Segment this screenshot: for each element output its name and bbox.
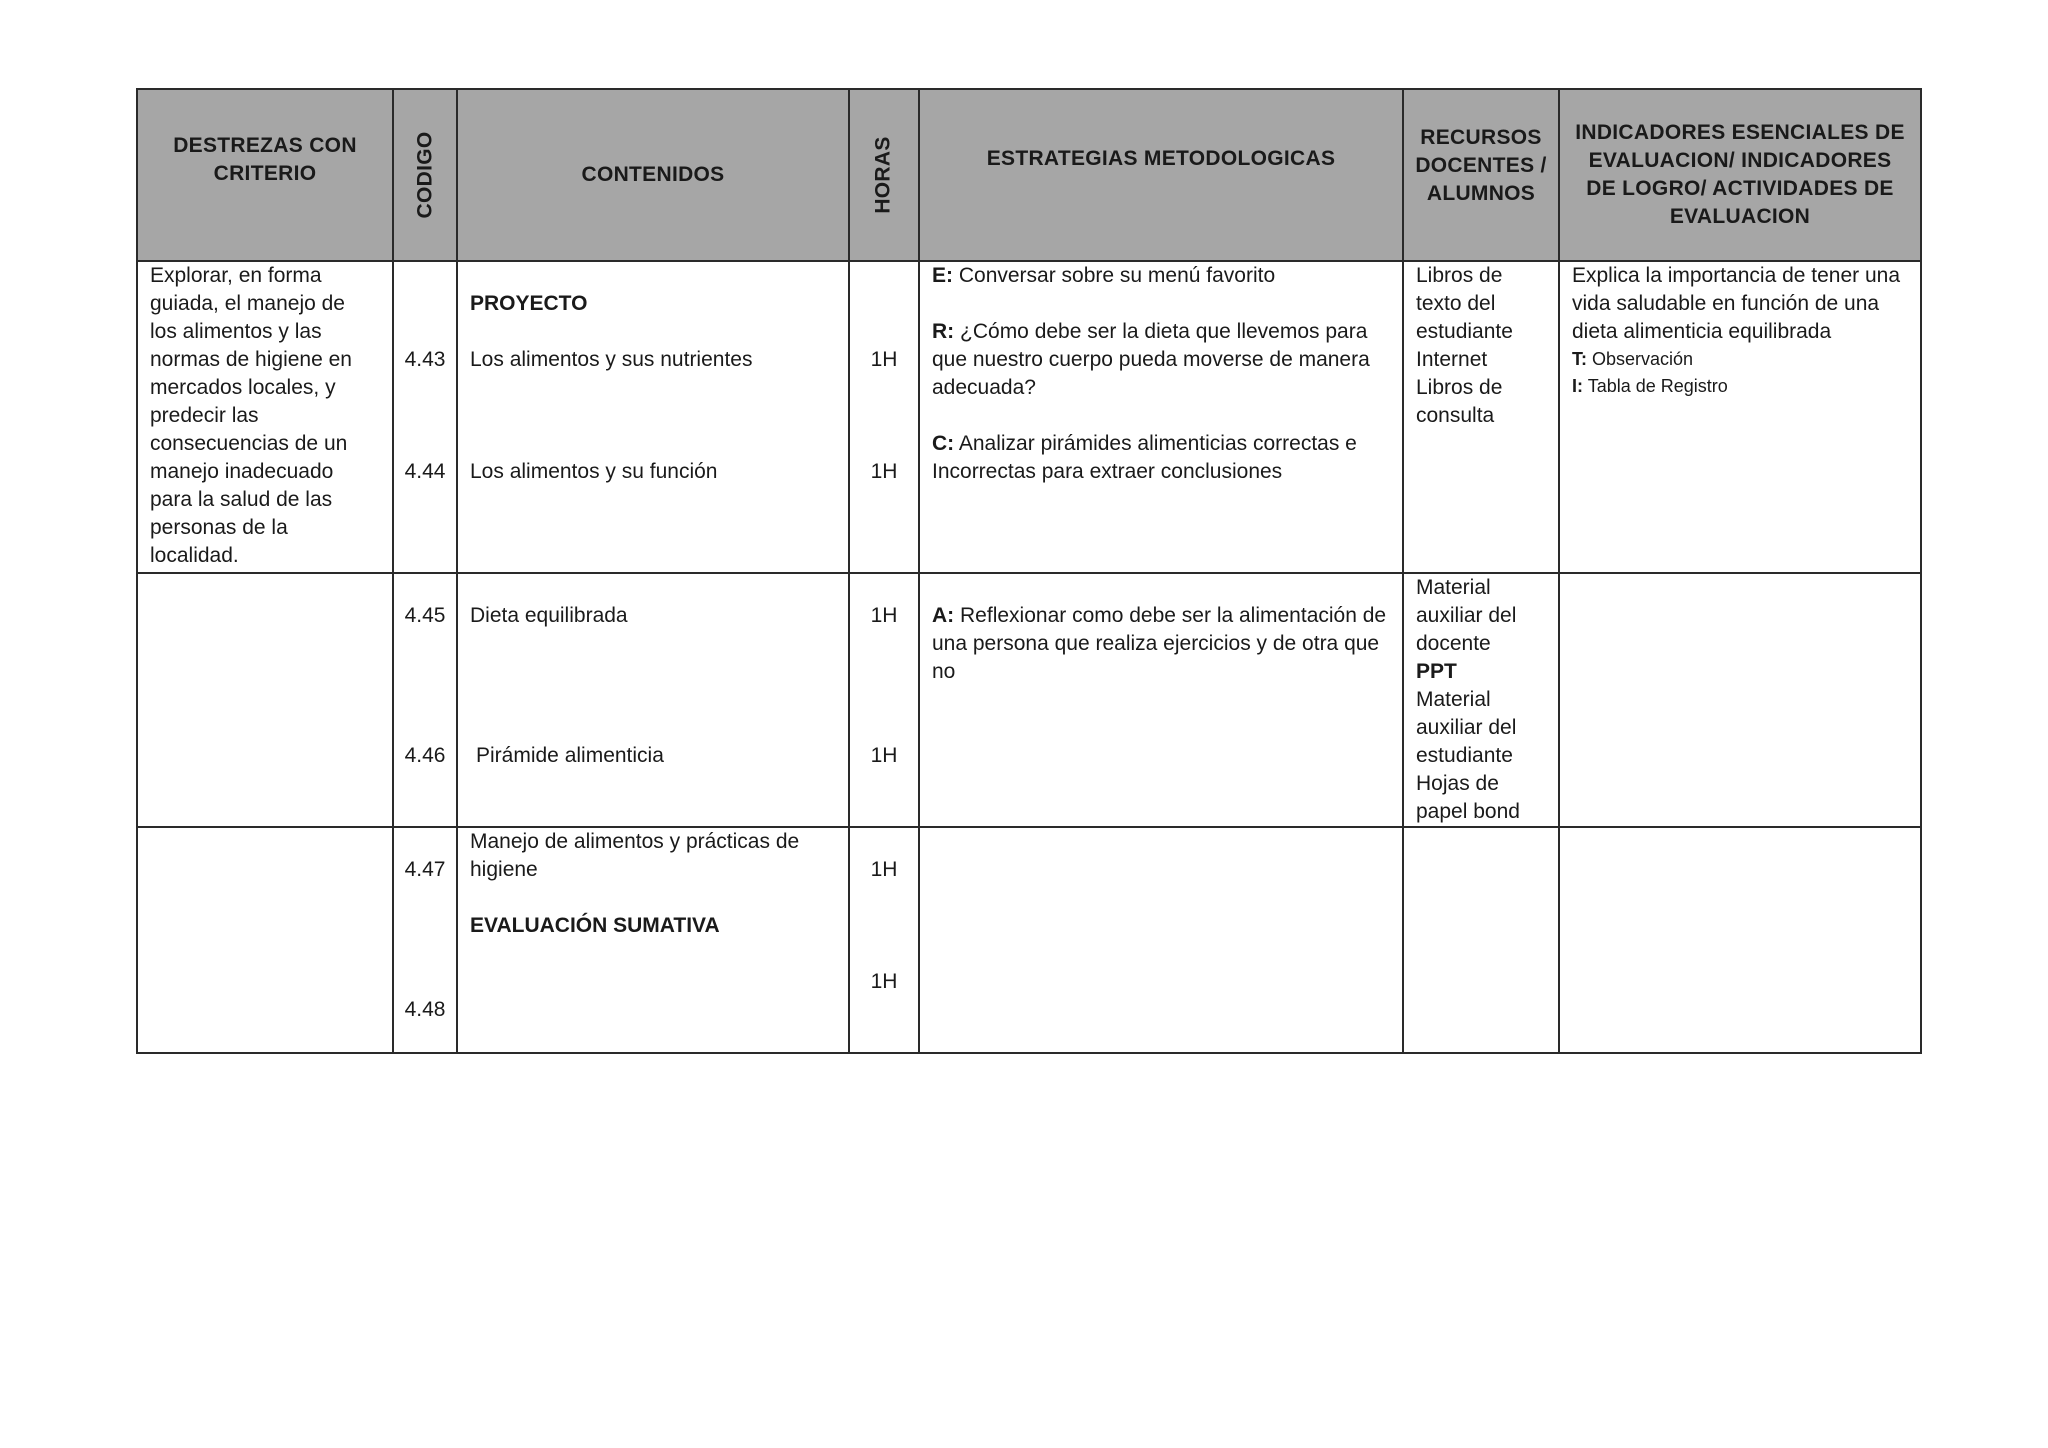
strategy-prefix: R: xyxy=(932,320,955,343)
strategy-item xyxy=(932,318,1390,402)
header-indicadores-label: INDICADORES ESENCIALES DE EVALUACION/ INDICADORES DE LOGRO/ ACTIVIDADES DE EVALUACION xyxy=(1575,121,1905,228)
header-contenidos xyxy=(457,89,849,261)
resources-cell xyxy=(1403,261,1559,573)
code-cell xyxy=(393,827,457,1053)
resources-text: Libros de texto del estudiante Internet Libros de consulta xyxy=(1416,264,1513,427)
header-recursos xyxy=(1403,89,1559,261)
hours-value: 1H xyxy=(870,460,898,483)
content-item: Los alimentos y sus nutrientes xyxy=(470,348,753,371)
header-row xyxy=(137,89,1921,261)
resources-ppt: PPT xyxy=(1416,660,1457,683)
header-horas-label: HORAS xyxy=(872,136,895,214)
code-cell xyxy=(393,261,457,573)
resources-text: Material auxiliar del estudiante Hojas de papel bond xyxy=(1416,688,1520,823)
content-item: Manejo de alimentos y prácticas de higiene xyxy=(470,830,800,881)
indicators-cell xyxy=(1559,261,1921,573)
content-item: Los alimentos y su función xyxy=(470,460,718,483)
instrument-line xyxy=(1572,373,1908,400)
header-destrezas: DESTREZAS CON CRITERIO xyxy=(137,89,393,261)
content-item: Pirámide alimenticia xyxy=(476,744,664,767)
table-row xyxy=(137,573,1921,827)
contents-cell xyxy=(457,827,849,1053)
table-row xyxy=(137,261,1921,573)
strategies-cell xyxy=(919,261,1403,573)
resources-cell xyxy=(1403,827,1559,1053)
content-item: Dieta equilibrada xyxy=(470,604,628,627)
strategy-text: Analizar pirámides alimenticias correctas e Incorrectas para extraer conclusiones xyxy=(932,432,1357,483)
hours-cell xyxy=(849,573,919,827)
strategy-item xyxy=(932,262,1390,290)
hours-value: 1H xyxy=(870,348,898,371)
strategy-prefix: C: xyxy=(932,432,955,455)
header-estrategias-label: ESTRATEGIAS METODOLOGICAS xyxy=(986,147,1336,170)
strategy-item xyxy=(932,430,1390,486)
destreza-cell xyxy=(137,827,393,1053)
project-label: PROYECTO xyxy=(470,292,588,315)
hours-cell xyxy=(849,261,919,573)
instrument-prefix: I: xyxy=(1572,376,1583,396)
strategy-prefix: E: xyxy=(932,264,953,287)
header-recursos-label: RECURSOS DOCENTES / ALUMNOS xyxy=(1415,126,1547,205)
code-value: 4.43 xyxy=(404,348,446,371)
hours-value: 1H xyxy=(870,604,898,627)
resources-cell xyxy=(1403,573,1559,827)
strategy-text: Conversar sobre su menú favorito xyxy=(958,264,1276,287)
header-codigo xyxy=(393,89,457,261)
table-row xyxy=(137,827,1921,1053)
technique-prefix: T: xyxy=(1572,349,1587,369)
header-horas xyxy=(849,89,919,261)
header-codigo-label: CODIGO xyxy=(413,131,437,219)
contents-cell xyxy=(457,573,849,827)
code-value: 4.47 xyxy=(404,858,446,881)
destreza-text: Explorar, en forma guiada, el manejo de los alimentos y las normas de higiene en mercados locales, y predecir las consecuencias de un manejo inadecuado para la salud de las personas de la localidad. xyxy=(150,264,352,567)
header-contenidos-label: CONTENIDOS xyxy=(581,163,725,186)
strategy-text: ¿Cómo debe ser la dieta que llevemos para que nuestro cuerpo pueda moverse de manera adecuada? xyxy=(932,320,1370,399)
header-indicadores xyxy=(1559,89,1921,261)
planning-table xyxy=(136,88,1922,1054)
hours-value: 1H xyxy=(870,858,898,881)
technique-value: Observación xyxy=(1592,349,1694,369)
content-item: EVALUACIÓN SUMATIVA xyxy=(470,914,720,937)
code-value: 4.46 xyxy=(404,744,446,767)
contents-cell xyxy=(457,261,849,573)
code-value: 4.48 xyxy=(404,998,446,1021)
destreza-cell xyxy=(137,573,393,827)
code-value: 4.45 xyxy=(404,604,446,627)
technique-line xyxy=(1572,346,1908,373)
destreza-cell xyxy=(137,261,393,573)
hours-cell xyxy=(849,827,919,1053)
strategy-text: Reflexionar como debe ser la alimentación de una persona que realiza ejercicios y de otra que no xyxy=(932,604,1387,683)
hours-value: 1H xyxy=(870,970,898,993)
indicators-cell xyxy=(1559,573,1921,827)
indicators-cell xyxy=(1559,827,1921,1053)
strategy-prefix: A: xyxy=(932,604,955,627)
instrument-value: Tabla de Registro xyxy=(1587,376,1728,396)
strategies-cell xyxy=(919,827,1403,1053)
resources-text: Material auxiliar del docente xyxy=(1416,576,1517,655)
indicator-text: Explica la importancia de tener una vida saludable en función de una dieta alimenticia equilibrada xyxy=(1572,264,1901,343)
hours-value: 1H xyxy=(870,744,898,767)
strategy-item xyxy=(932,602,1390,686)
strategies-cell xyxy=(919,573,1403,827)
header-estrategias xyxy=(919,89,1403,261)
code-cell xyxy=(393,573,457,827)
code-value: 4.44 xyxy=(404,460,446,483)
